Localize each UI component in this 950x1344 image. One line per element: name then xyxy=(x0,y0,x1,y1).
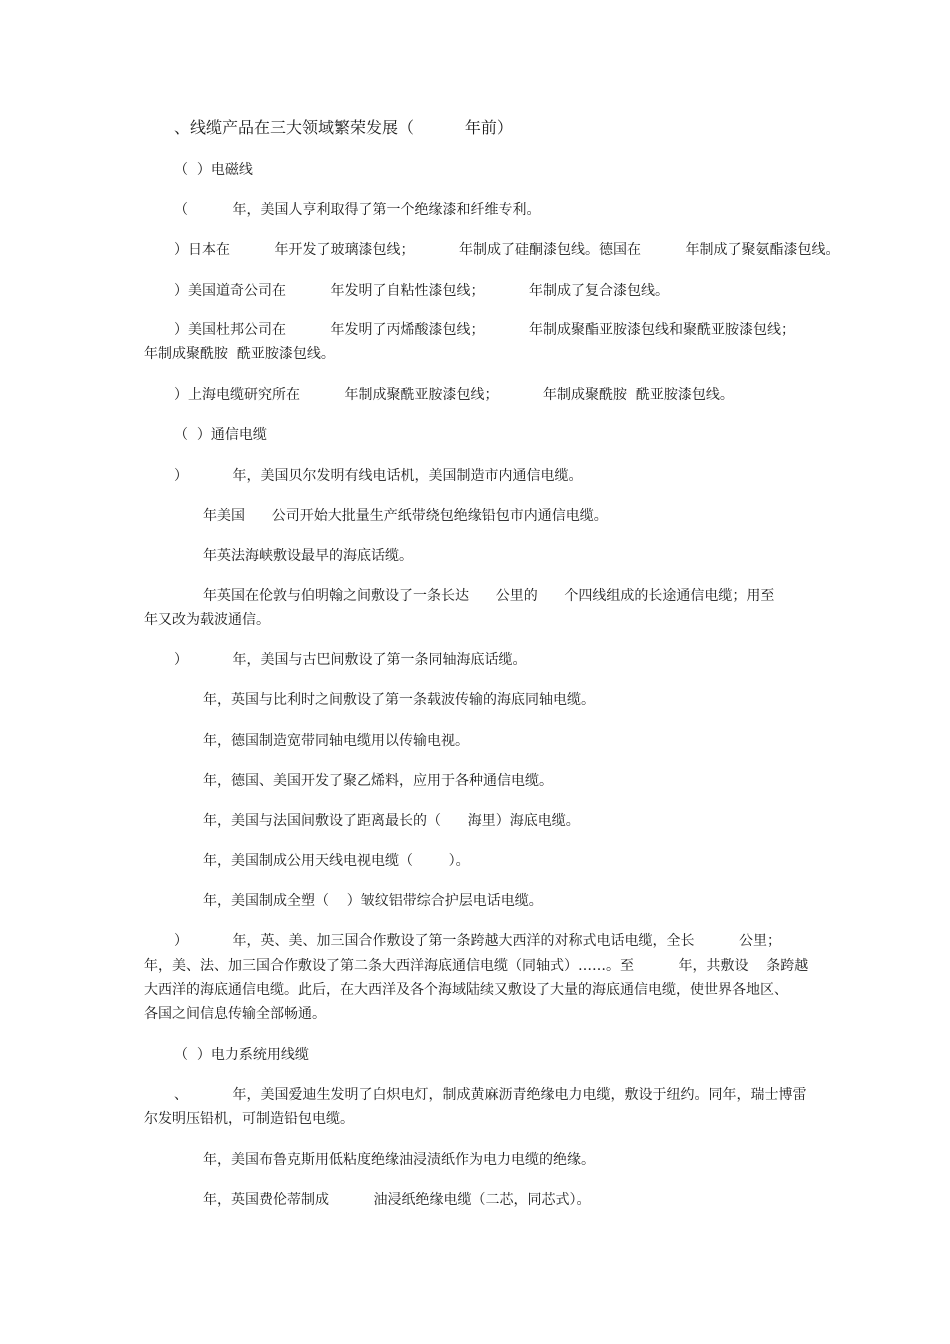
paragraph-line: 年英国在伦敦与伯明翰之间敷设了一条长达 公里的 个四线组成的长途通信电缆；用至 xyxy=(203,588,775,604)
paragraph-line: 各国之间信息传输全部畅通。 xyxy=(144,1006,326,1022)
paragraph-line: 大西洋的海底通信电缆。此后，在大西洋及各个海域陆续又敷设了大量的海底通信电缆，使世界各地区、 xyxy=(144,982,788,998)
subsection-heading-magnet-wire: （ ）电磁线 xyxy=(174,162,253,178)
paragraph-line: 年，英国与比利时之间敷设了第一条载波传输的海底同轴电缆。 xyxy=(203,692,595,708)
section-title: 、线缆产品在三大领域繁荣发展（ 年前） xyxy=(174,118,513,137)
paragraph-line: （ 年，美国人亨利取得了第一个绝缘漆和纤维专利。 xyxy=(174,202,541,218)
paragraph-line: 年，美国布鲁克斯用低粘度绝缘油浸渍纸作为电力电缆的绝缘。 xyxy=(203,1152,595,1168)
subsection-heading-communication-cable: （ ）通信电缆 xyxy=(174,427,267,443)
paragraph-line: ） 年，英、美、加三国合作敷设了第一条跨越大西洋的对称式电话电缆，全长 公里； xyxy=(174,933,782,949)
subsection-heading-power-cable: （ ）电力系统用线缆 xyxy=(174,1047,309,1063)
paragraph-line: ）美国道奇公司在 年发明了自粘性漆包线； 年制成了复合漆包线。 xyxy=(174,283,670,299)
paragraph-line: 年，德国制造宽带同轴电缆用以传输电视。 xyxy=(203,733,469,749)
paragraph-line: 年又改为载波通信。 xyxy=(144,612,270,628)
paragraph-line: ）日本在 年开发了玻璃漆包线； 年制成了硅酮漆包线。德国在 年制成了聚氨酯漆包线。 xyxy=(174,242,840,258)
paragraph-line: 尔发明压铅机，可制造铅包电缆。 xyxy=(144,1111,354,1127)
paragraph-line: ）上海电缆研究所在 年制成聚酰亚胺漆包线； 年制成聚酰胺 酰亚胺漆包线。 xyxy=(174,387,734,403)
paragraph-line: ） 年，美国与古巴间敷设了第一条同轴海底话缆。 xyxy=(174,652,527,668)
paragraph-line: 年，美国制成全塑（ ）皱纹铝带综合护层电话电缆。 xyxy=(203,893,543,909)
paragraph-line: 年美国 公司开始大批量生产纸带绕包绝缘铅包市内通信电缆。 xyxy=(203,508,608,524)
paragraph-line: 年，美、法、加三国合作敷设了第二条大西洋海底通信电缆（同轴式）……。至 年，共敷设 条跨越 xyxy=(144,958,809,974)
paragraph-line: 年英法海峡敷设最早的海底话缆。 xyxy=(203,548,413,564)
paragraph-line: ）美国杜邦公司在 年发明了丙烯酸漆包线； 年制成聚酯亚胺漆包线和聚酰亚胺漆包线； xyxy=(174,322,796,338)
paragraph-line: 年制成聚酰胺 酰亚胺漆包线。 xyxy=(144,346,335,362)
paragraph-line: 年，英国费伦蒂制成 油浸纸绝缘电缆（二芯，同芯式）。 xyxy=(203,1192,591,1208)
paragraph-line: 年，美国与法国间敷设了距离最长的（ 海里）海底电缆。 xyxy=(203,813,580,829)
paragraph-line: ） 年，美国贝尔发明有线电话机，美国制造市内通信电缆。 xyxy=(174,468,583,484)
paragraph-line: 年，德国、美国开发了聚乙烯料，应用于各种通信电缆。 xyxy=(203,773,553,789)
paragraph-line: 年，美国制成公用天线电视电缆（ ）。 xyxy=(203,853,470,869)
paragraph-line: 、 年，美国爱迪生发明了白炽电灯，制成黄麻沥青绝缘电力电缆，敷设于纽约。同年，瑞士博雷 xyxy=(174,1087,807,1103)
